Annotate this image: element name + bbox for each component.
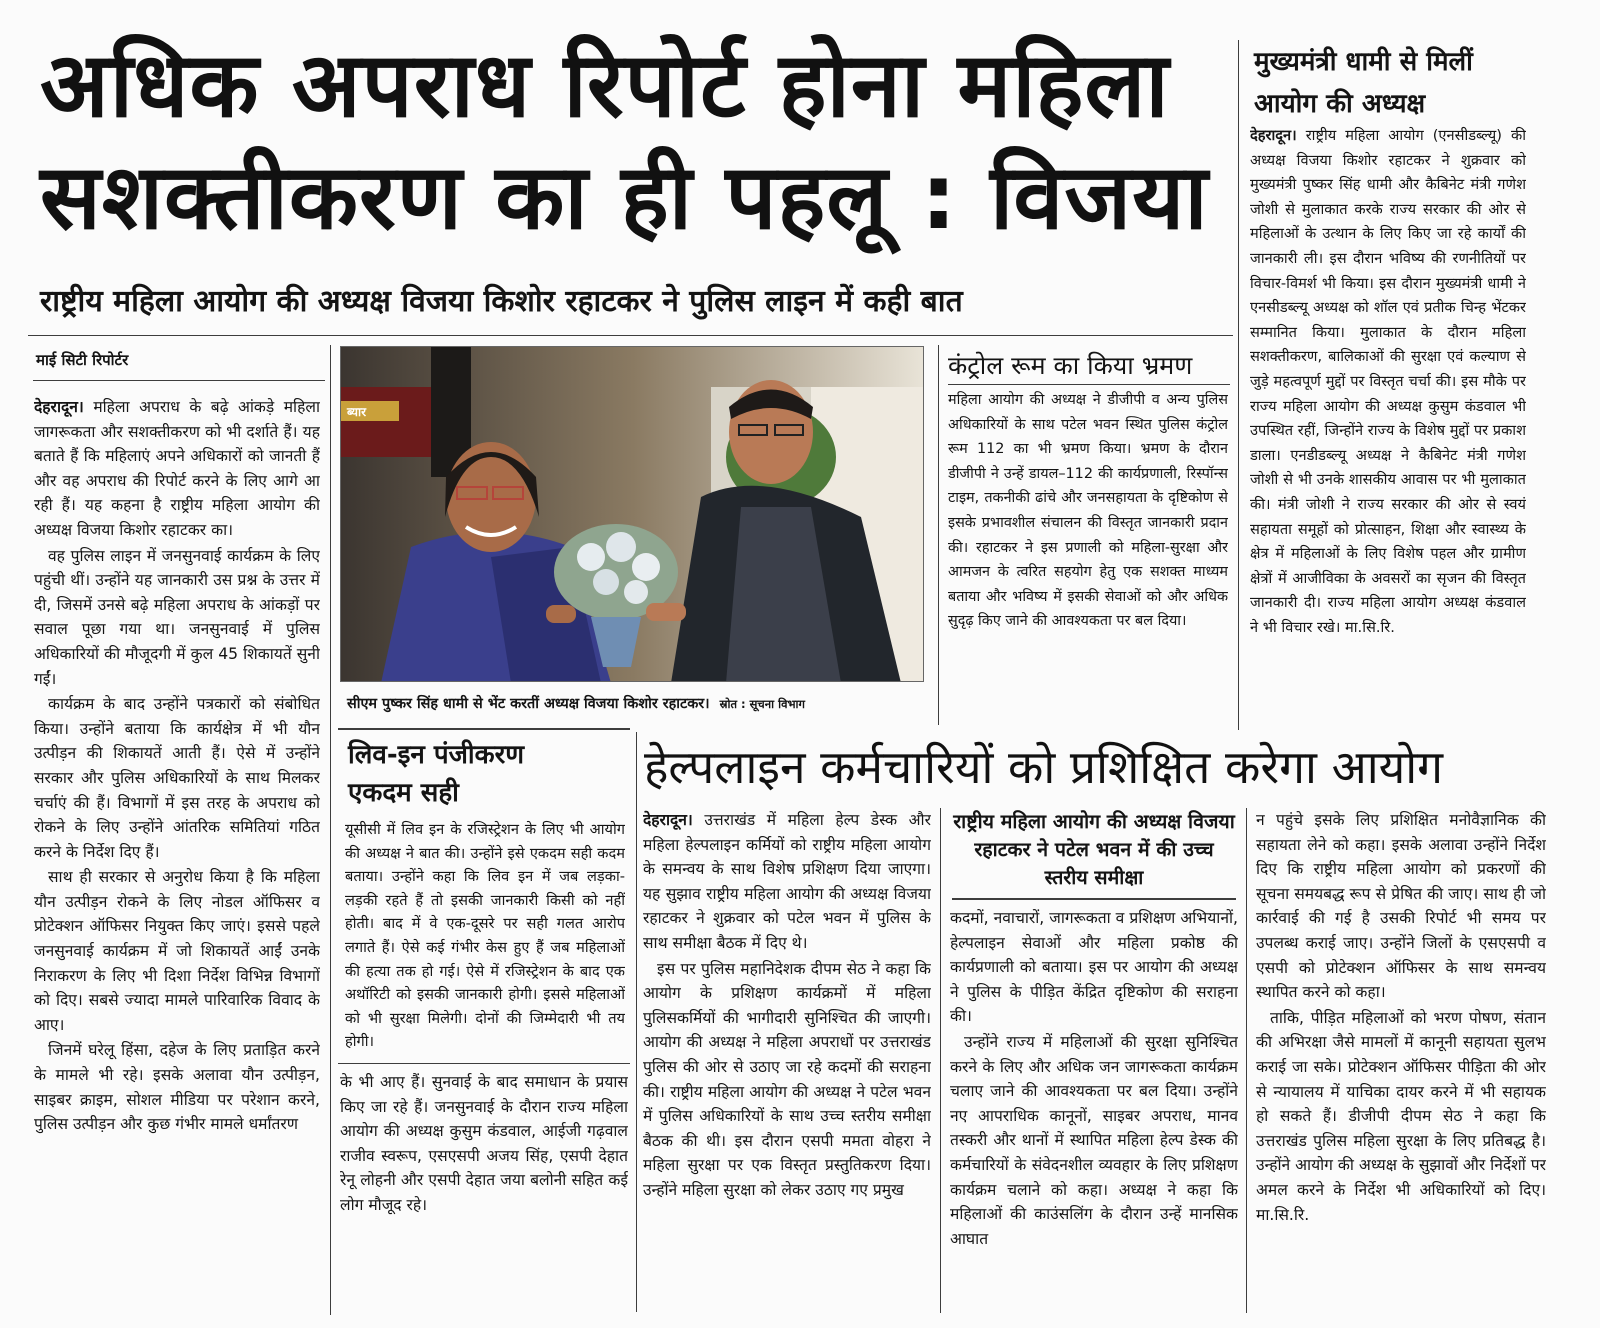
photo-caption-text: सीएम पुष्कर सिंह धामी से भेंट करतीं अध्यक्ष विजया किशोर रहाटकर।	[347, 696, 710, 712]
main-headline-line1: अधिक अपराध रिपोर्ट होना महिला	[40, 33, 1170, 138]
column-divider-6	[1246, 808, 1247, 1313]
main-headline-line2: सशक्तीकरण का ही पहलू : विजया	[40, 145, 1209, 250]
main-paragraph-2: वह पुलिस लाइन में जनसुनवाई कार्यक्रम के लिए पहुंची थीं। उन्होंने यह जानकारी उस प्रश्न के उत्तर में दी, जिसमें उनसे बढ़े महिला अपराध के आंकड़ों पर सवाल पूछा गया था। जनसुनवाई में पुलिस अधिकारियों की मौजूदगी में कुल 45 शिकायतें सुनी गईं।	[34, 546, 320, 688]
live-in-title-line1: लिव-इन पंजीकरण	[348, 740, 525, 770]
cm-meeting-title-line1: मुख्यमंत्री धामी से मिलीं	[1254, 47, 1473, 77]
photo-caption	[347, 694, 805, 713]
helpline-inset-title: राष्ट्रीय महिला आयोग की अध्यक्ष विजया रहाटकर ने पटेल भवन में की उच्च स्तरीय समीक्षा	[953, 810, 1235, 889]
main-paragraph-1: देहरादून। महिला अपराध के बढ़े आंकड़े महिला जागरूकता और सशक्तीकरण को भी दर्शाते हैं। यह बताते हैं कि महिलाएं अपने अधिकारों को जानती हैं और वह अपराध की रिपोर्ट करने के लिए आगे आ रही हैं। यह कहना है राष्ट्रीय महिला आयोग की अध्यक्ष विजया किशोर रहाटकर का।	[34, 398, 320, 539]
column-divider-2	[938, 345, 939, 725]
photo-illustration	[341, 347, 924, 682]
helpline-column-3: न पहुंचे इसके लिए प्रशिक्षित मनोवैज्ञानिक की सहायता लेने को कहा। इसके अलावा उन्होंने निर्देश दिए कि राष्ट्रीय महिला आयोग को प्रकरणों की सूचना समयबद्ध रूप से प्रेषित की जाए। साथ ही जो कार्रवाई की गई है उसकी रिपोर्ट भी समय पर उपलब्ध कराई जाए। उन्होंने जिलों के एसएसपी व एसपी को प्रोटेक्शन ऑफिसर के साथ समन्वय स्थापित करने को कहा। ताकि, पीड़ित महिलाओं को भरण पोषण, संतान की अभिरक्षा जैसे मामलों में कानूनी सहायता सुलभ कराई जा सके। प्रोटेक्शन ऑफिसर पीड़िता की ओर से न्यायालय में याचिका दायर करने में भी सहायक हो सकते हैं। डीजीपी दीपम सेठ ने कहा कि उत्तराखंड पुलिस महिला सुरक्षा के लिए प्रतिबद्ध है। उन्होंने आयोग की अध्यक्ष के सुझावों और निर्देशों पर अमल करने के निर्देश भी अधिकारियों को दिए। मा.सि.रि.	[1256, 811, 1546, 1224]
main-paragraph-3: कार्यक्रम के बाद उन्होंने पत्रकारों को संबोधित किया। उन्होंने बताया कि कार्यक्षेत्र में भी यौन उत्पीड़न की शिकायतें आती हैं। ऐसे में उन्होंने सरकार और पुलिस अधिकारियों के साथ मिलकर चर्चाएं की हैं। विभागों में इस तरह के अपराध को रोकने के लिए उन्होंने आंतरिक समितियां गठित करने के निर्देश दिए हैं।	[34, 695, 320, 861]
main-subheadline: राष्ट्रीय महिला आयोग की अध्यक्ष विजया किशोर रहाटकर ने पुलिस लाइन में कही बात	[40, 284, 963, 319]
live-in-top-rule	[338, 728, 630, 730]
main-story-continuation: के भी आए हैं। सुनवाई के बाद समाधान के प्रयास किए जा रहे हैं। जनसुनवाई के दौरान राज्य महिला आयोग की अध्यक्ष कुसुम कंडवाल, आईजी गढ़वाल राजीव स्वरूप, एसएसपी अजय सिंह, एसपी देहात रेनू लोहनी और एसपी देहात जया बलोनी सहित कई लोग मौजूद रहे।	[340, 1073, 628, 1214]
column-divider-5	[940, 808, 941, 1313]
main-paragraph-5: जिनमें घरेलू हिंसा, दहेज के लिए प्रताड़ित करने के मामले भी रहे। इसके अलावा यौन उत्पीड़न, साइबर क्राइम, सोशल मीडिया पर परेशान करने, पुलिस उत्पीड़न और कुछ गंभीर मामले धर्मांतरण	[34, 1041, 320, 1134]
live-in-text: यूसीसी में लिव इन के रजिस्ट्रेशन के लिए भी आयोग की अध्यक्ष ने बात की। उन्होंने इसे एकदम सही कदम बताया। उन्होंने कहा कि लिव इन में जब लड़का-लड़की रहते हैं तो इसकी जानकारी किसी को नहीं होती। बाद में वे एक-दूसरे पर सही गलत आरोप लगाते हैं। ऐसे कई गंभीर केस हुए हैं जब महिलाओं की हत्या तक हो गई। ऐसे में रजिस्ट्रेशन के बाद एक अथॉरिटी को इसकी जानकारी होगी। इससे महिलाओं को भी सुरक्षा मिलेगी। दोनों की जिम्मेदारी भी तय होगी।	[345, 821, 625, 1051]
news-photo	[340, 346, 924, 682]
control-room-title-rule	[948, 384, 1230, 385]
svg-text:ब्यार: ब्यार	[347, 405, 366, 419]
cm-meeting-title-line2: आयोग की अध्यक्ष	[1254, 89, 1426, 119]
main-story-column	[34, 395, 320, 1310]
live-in-bottom-rule	[338, 1063, 630, 1064]
column-divider-4	[636, 732, 637, 1312]
photo-source: स्रोत : सूचना विभाग	[719, 697, 806, 711]
byline-rule	[33, 380, 325, 381]
control-room-title: कंट्रोल रूम का किया भ्रमण	[948, 351, 1193, 380]
helpline-inset-rule	[952, 898, 1236, 900]
dateline: देहरादून।	[34, 398, 84, 416]
cm-meeting-text: देहरादून। राष्ट्रीय महिला आयोग (एनसीडब्ल्यू) की अध्यक्ष विजया किशोर रहाटकर ने शुक्रवार को मुख्यमंत्री पुष्कर सिंह धामी और कैबिनेट मंत्री गणेश जोशी से मुलाकात करके राज्य सरकार की ओर से महिलाओं के उत्थान के लिए किए जा रहे कार्यों की जानकारी ली। इस दौरान भविष्य की रणनीतियों पर विचार-विमर्श भी किया। इस दौरान मुख्यमंत्री धामी ने एनसीडब्ल्यू अध्यक्ष को शॉल एवं प्रतीक चिन्ह भेंटकर सम्मानित किया। मुलाकात के दौरान महिला सशक्तीकरण, बालिकाओं की सुरक्षा एवं कल्याण से जुड़े महत्वपूर्ण मुद्दों पर विस्तृत चर्चा की। इस मौके पर राज्य महिला आयोग की अध्यक्ष कुसुम कंडवाल भी उपस्थित रहीं, जिन्होंने राज्य के विशेष मुद्दों पर प्रकाश डाला। एनडीडब्ल्यू अध्यक्ष ने कैबिनेट मंत्री गणेश जोशी से भी उनके शासकीय आवास पर भी मुलाकात की। मंत्री जोशी ने राज्य सरकार की ओर से स्वयं सहायता समूहों को प्रोत्साहन, शिक्षा और स्वास्थ्य के क्षेत्र में महिलाओं के लिए विशेष पहल और ग्रामीण क्षेत्रों में आजीविका के अवसरों का सृजन की विस्तृत जानकारी दी। राज्य महिला आयोग अध्यक्ष कंडवाल ने भी विचार रखे। मा.सि.रि.	[1250, 127, 1526, 636]
column-divider-1	[330, 345, 331, 1315]
helpline-column-1: देहरादून। उत्तराखंड में महिला हेल्प डेस्क और महिला हेल्पलाइन कर्मियों को राष्ट्रीय महिला आयोग के समन्वय के साथ विशेष प्रशिक्षण दिया जाएगा। यह सुझाव राष्ट्रीय महिला आयोग की अध्यक्ष विजया रहाटकर ने शुक्रवार को पटेल भवन में पुलिस के साथ समीक्षा बैठक में दिए थे। इस पर पुलिस महानिदेशक दीपम सेठ ने कहा कि आयोग के प्रशिक्षण कार्यक्रमों में महिला पुलिसकर्मियों की भागीदारी सुनिश्चित की जाएगी। आयोग की अध्यक्ष ने महिला अपराधों पर उत्तराखंड पुलिस की ओर से उठाए जा रहे कदमों की सराहना की। राष्ट्रीय महिला आयोग की अध्यक्ष ने पटेल भवन में पुलिस अधिकारियों के साथ उच्च स्तरीय समीक्षा बैठक की थी। इस दौरान एसपी ममता वोहरा ने महिला सुरक्षा पर एक विस्तृत प्रस्तुतिकरण दिया। उन्होंने महिला सुरक्षा को लेकर उठाए गए प्रमुख	[643, 811, 931, 1199]
control-room-text: महिला आयोग की अध्यक्ष ने डीजीपी व अन्य पुलिस अधिकारियों के साथ पटेल भवन स्थित पुलिस कंट्रोल रूम 112 का भी भ्रमण किया। भ्रमण के दौरान डीजीपी ने उन्हें डायल–112 की कार्यप्रणाली, रिस्पॉन्स टाइम, तकनीकी ढांचे और जनसहायता के दृष्टिकोण से इसके प्रभावशील संचालन की विस्तृत जानकारी प्रदान की। रहाटकर ने इस प्रणाली को महिला-सुरक्षा और आमजन के त्वरित सहयोग हेतु एक सशक्त माध्यम बताया और भविष्य में इसकी सेवाओं को और अधिक सुदृढ़ किए जाने की आवश्यकता पर बल दिया।	[948, 392, 1228, 630]
live-in-title-line2: एकदम सही	[348, 778, 459, 808]
byline: माई सिटी रिपोर्टर	[36, 351, 129, 369]
column-divider-3	[1238, 40, 1239, 730]
helpline-headline: हेल्पलाइन कर्मचारियों को प्रशिक्षित करेगा आयोग	[644, 740, 1444, 794]
main-paragraph-4: साथ ही सरकार से अनुरोध किया है कि महिला यौन उत्पीड़न रोकने के लिए नोडल ऑफिसर व प्रोटेक्शन ऑफिसर नियुक्त किए जाएं। इससे पहले जनसुनवाई कार्यक्रम में जो शिकायतें आईं उनके निराकरण के लिए भी दिशा निर्देश विभिन्न विभागों को दिए। सबसे ज्यादा मामले पारिवारिक विवाद के आए।	[34, 868, 320, 1034]
helpline-column-2: कदमों, नवाचारों, जागरूकता व प्रशिक्षण अभियानों, हेल्पलाइन सेवाओं और महिला प्रकोष्ठ की कार्यप्रणाली को बताया। इस पर आयोग की अध्यक्ष ने पुलिस के पीड़ित केंद्रित दृष्टिकोण की सराहना की। उन्होंने राज्य में महिलाओं की सुरक्षा सुनिश्चित करने के लिए और अधिक जन जागरूकता कार्यक्रम चलाए जाने की आवश्यकता पर बल दिया। उन्होंने नए आपराधिक कानूनों, साइबर अपराध, मानव तस्करी और थानों में स्थापित महिला हेल्प डेस्क की कर्मचारियों के संवेदनशील व्यवहार के लिए प्रशिक्षण कार्यक्रम चलाने को कहा। अध्यक्ष ने कहा कि महिलाओं की काउंसलिंग के दौरान उन्हें मानसिक आघात	[950, 909, 1238, 1248]
headline-divider	[28, 335, 1233, 336]
